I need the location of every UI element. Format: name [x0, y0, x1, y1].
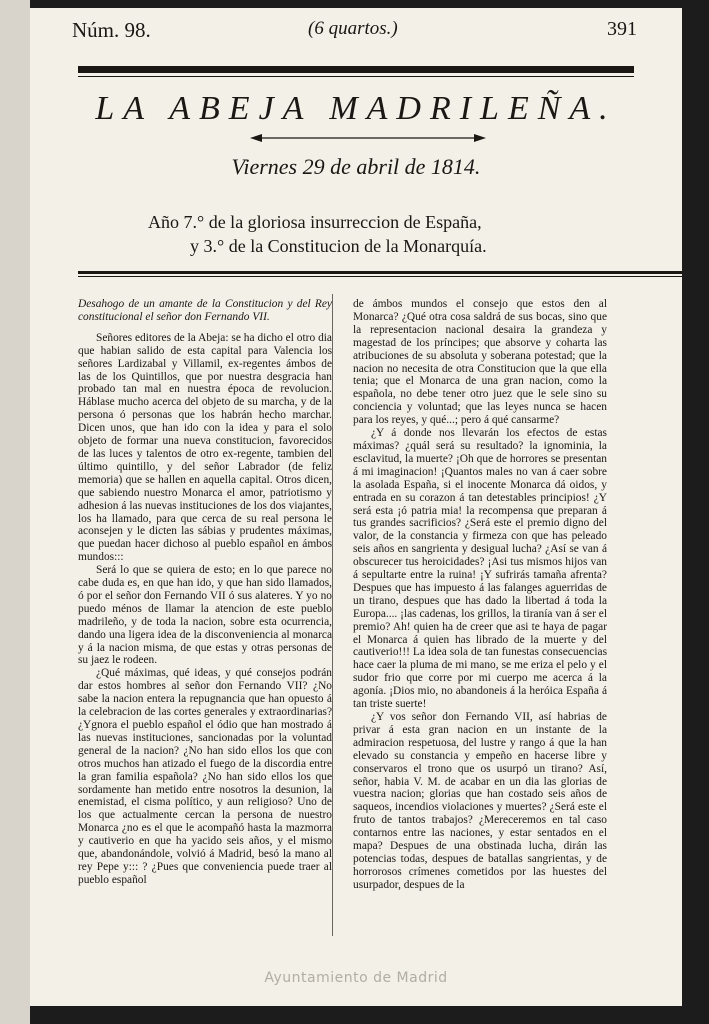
- dateline: Viernes 29 de abril de 1814.: [231, 154, 481, 179]
- section-rule-thin: [78, 276, 682, 277]
- section-rule-thick: [78, 271, 682, 274]
- newspaper-page: [30, 8, 682, 1006]
- paragraph: ¿Y á donde nos llevarán los efectos de estas máximas? ¿quál será su resultado? la ignominia, la esclavitud, la muerte? ¡Oh que de horrores se presentan á mi imaginacion! ¡Quantos males no van á caer sobre la asolada España, si el inocente Monarca dá oidos, y entrada en su corazon á tan detestables principios! ¿Y será esta ¡ó patria mia! la recompensa que preparan á tus grandes sacrificios? ¿Será este el premio digno del valor, de la constancia y firmeza con que has peleado seis años en sangrienta y desigual lucha? ¿Así se van á obscurecer tus heroicidades? ¡Asi tus mismos hijos van á sepultarte entre la ruina! ¡Y sufrirás tamaña afrenta? Despues que has impuesto á las falanges aguerridas de un tirano, despues que has dado la libertad á toda la Europa.... ¡las cadenas, los grillos, la tiranía van á ser el premio? Ah! quien ha de creer que asi te haya de pagar el Monarca á quien has librado de la muerte y del cautiverio!!! La idea sola de tan funestas consecuencias hace caer la pluma de mi mano, se me eriza el pelo y el sudor frio que corre por mi cuerpo me acerca á la agonía. ¡Dios mio, no abandoneis á la heróica España á tan triste suerte!: [353, 427, 607, 711]
- article-title: Desahogo de un amante de la Constitucion y del Rey constitucional el señor don Fernando VII.: [78, 298, 332, 323]
- right-column: [353, 298, 607, 948]
- paragraph: Será lo que se quiera de esto; en lo que parece no cabe duda es, en que han ido, y que han sido llamados, ó por el señor don Fernando VII ó sus alateres. Y yo no puedo ménos de llamar la atencion de este pueblo madrileño, y de toda la nacion, sobre esta ocurrencia, dando una ligera idea de la disconveniencia al monarca y á la nacion misma, de que estas y otras personas de su jaez le rodeen.: [78, 564, 332, 667]
- page-header: [72, 18, 637, 48]
- header-rule-thick: [78, 66, 634, 73]
- paragraph: Señores editores de la Abeja: se ha dicho el otro dia que habian salido de esta capital para Valencia los señores Lardizabal y Villamil, ex-regentes ámbos de las de los Quintillos, que por nuestra desgracia han probado tan mal en nuestra época de revolucion. Háblase mucho acerca del objeto de su marcha, y de la persona ó personas que los habrán hecho marchar. Dicen unos, que han ido con la idea y para el solo objeto de formar una nueva constitucion, favorecidos de las luces y talentos de otro ex-regente, tambien del último quintillo, y del señor Labrador (de feliz memoria) que se hallen en aquella capital. Otros dicen, que sabiendo nuestro Monarca el amor, patriotismo y adhesion á las nuevas instituciones de los dos viajantes, los ha llamado, para que cerca de su real persona le aconsejen y le dicten las sábias y prudentes máximas, que puedan hacer dichoso al pueblo español en ámbos mundos:::: [78, 331, 332, 564]
- paragraph: de ámbos mundos el consejo que estos den al Monarca? ¿Qué otra cosa saldrá de sus bocas, sino que la representacion nacional desaira la grandeza y magestad de los príncipes; que absorve y coharta las atribuciones de su absoluta y soberana potestad; que la nacion no necesita de otra Constitucion que la que ella tenia; que el Monarca de una gran nacion, como la española, no debe tener otro juez que le sele sino su conciencia y voluntad; que las leyes nunca se hacen para los reyes, y qué...; pero á qué cansarme?: [353, 298, 607, 427]
- issue-price: (6 quartos.): [308, 18, 398, 39]
- masthead-title: LA ABEJA MADRILEÑA.: [95, 90, 617, 127]
- page-number: 391: [607, 18, 637, 40]
- year-line-2: y 3.° de la Constitucion de la Monarquía.: [190, 236, 487, 256]
- column-divider: [332, 294, 333, 936]
- arrow-ornament-icon: [248, 132, 488, 144]
- issue-number: Núm. 98.: [72, 18, 151, 42]
- left-column: [78, 298, 332, 948]
- archive-credit: Ayuntamiento de Madrid: [264, 970, 448, 986]
- paragraph: ¿Qué máximas, qué ideas, y qué consejos podrán dar estos hombres al señor don Fernando VII? ¿No sabe la nacion entera la repugnancia que han opuesto á la celebracion de las cortes generales y extraordinarias? ¿Ygnora el pueblo español el ódio que han mostrado á las nuevas instituciones, sancionadas por la voluntad general de la nacion? ¿No han sido ellos los que con otros muchos han atizado el fuego de la discordia entre la gran familia española? ¿No han sido ellos los que sordamente han metido entre nosotros la desunion, la enemistad, el cisma político, y aun religioso? Uno de los que actualmente cercan la persona de nuestro Monarca ¿no es el que le acompañó hasta la mazmorra y cautiverio en que ha yacido seis años, y el mismo que, abandonándole, volvió á Madrid, besó la mano al rey Pepe y::: ? ¿Pues que conveniencia puede traer al pueblo español: [78, 667, 332, 886]
- year-line-1: Año 7.° de la gloriosa insurreccion de España,: [148, 212, 482, 232]
- paragraph: ¿Y vos señor don Fernando VII, así habrias de privar á esta gran nacion en un instante de la admiracion respetuosa, del lustre y rango á que la han elevado su constancia y empeño en hacerse libre y conservaros el trono que os usurpó un tirano? Así, señor, habia V. M. de acabar en un dia las glorias de vuestra nacion; glorias que han costado seis años de saqueos, incendios violaciones y muertes? ¿Será este el fruto de tantos trabajos? ¿Mereceremos en tal caso contarnos entre las naciones, y estar sentados en el mapa? Despues de una obstinada lucha, dirán las potencias todas, despues de batallas sangrientas, y de horrorosos crímenes cometidos por las huestes del usurpador, despues de la: [353, 711, 607, 891]
- header-rule-thin: [78, 76, 634, 77]
- scan-left-margin: [0, 0, 30, 1024]
